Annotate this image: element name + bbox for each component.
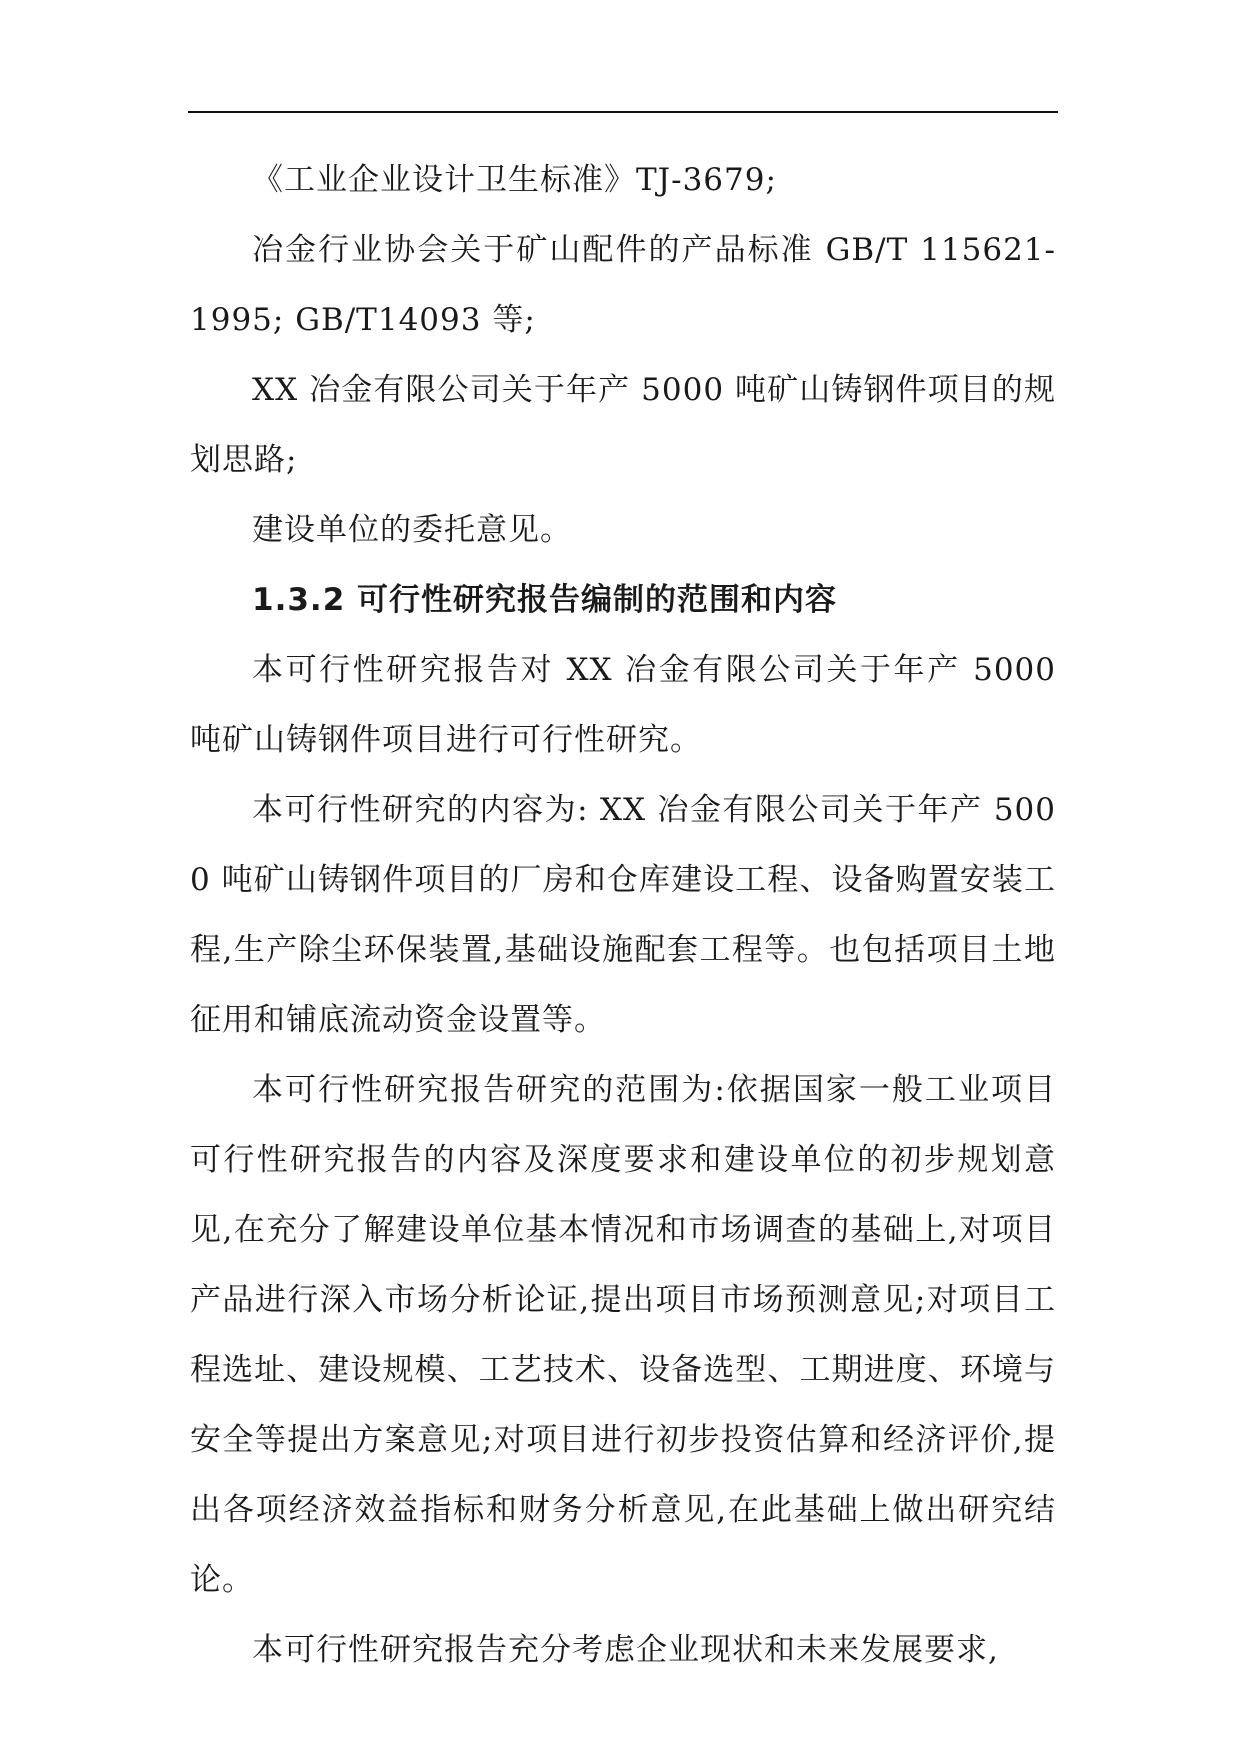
paragraph-study-object: 本可行性研究报告对 XX 冶金有限公司关于年产 5000 吨矿山铸钢件项目进行可行性研究。 xyxy=(190,652,1056,758)
section-heading: 1.3.2 可行性研究报告编制的范围和内容 xyxy=(252,582,838,618)
paragraph-study-considerations: 本可行性研究报告充分考虑企业现状和未来发展要求, xyxy=(252,1632,999,1668)
page-content xyxy=(190,145,1056,1685)
paragraph-standard-hygiene: 《工业企业设计卫生标准》TJ-3679; xyxy=(252,162,777,198)
paragraph-standard-metallurgy: 冶金行业协会关于矿山配件的产品标准 GB/T 115621-1995; GB/T14093 等; xyxy=(190,232,1056,338)
paragraph-study-content: 本可行性研究的内容为: XX 冶金有限公司关于年产 5000 吨矿山铸钢件项目的厂房和仓库建设工程、设备购置安装工程,生产除尘环保装置,基础设施配套工程等。也包括项目土地征用和铺底流动资金设置等。 xyxy=(190,792,1056,1038)
header-rule xyxy=(188,111,1058,113)
paragraph-planning-idea: XX 冶金有限公司关于年产 5000 吨矿山铸钢件项目的规划思路; xyxy=(190,372,1056,478)
paragraph-study-scope: 本可行性研究报告研究的范围为:依据国家一般工业项目可行性研究报告的内容及深度要求和建设单位的初步规划意见,在充分了解建设单位基本情况和市场调查的基础上,对项目产品进行深入市场分析论证,提出项目市场预测意见;对项目工程选址、建设规模、工艺技术、设备选型、工期进度、环境与安全等提出方案意见;对项目进行初步投资估算和经济评价,提出各项经济效益指标和财务分析意见,在此基础上做出研究结论。 xyxy=(190,1072,1056,1598)
paragraph-client-opinion: 建设单位的委托意见。 xyxy=(252,512,572,548)
